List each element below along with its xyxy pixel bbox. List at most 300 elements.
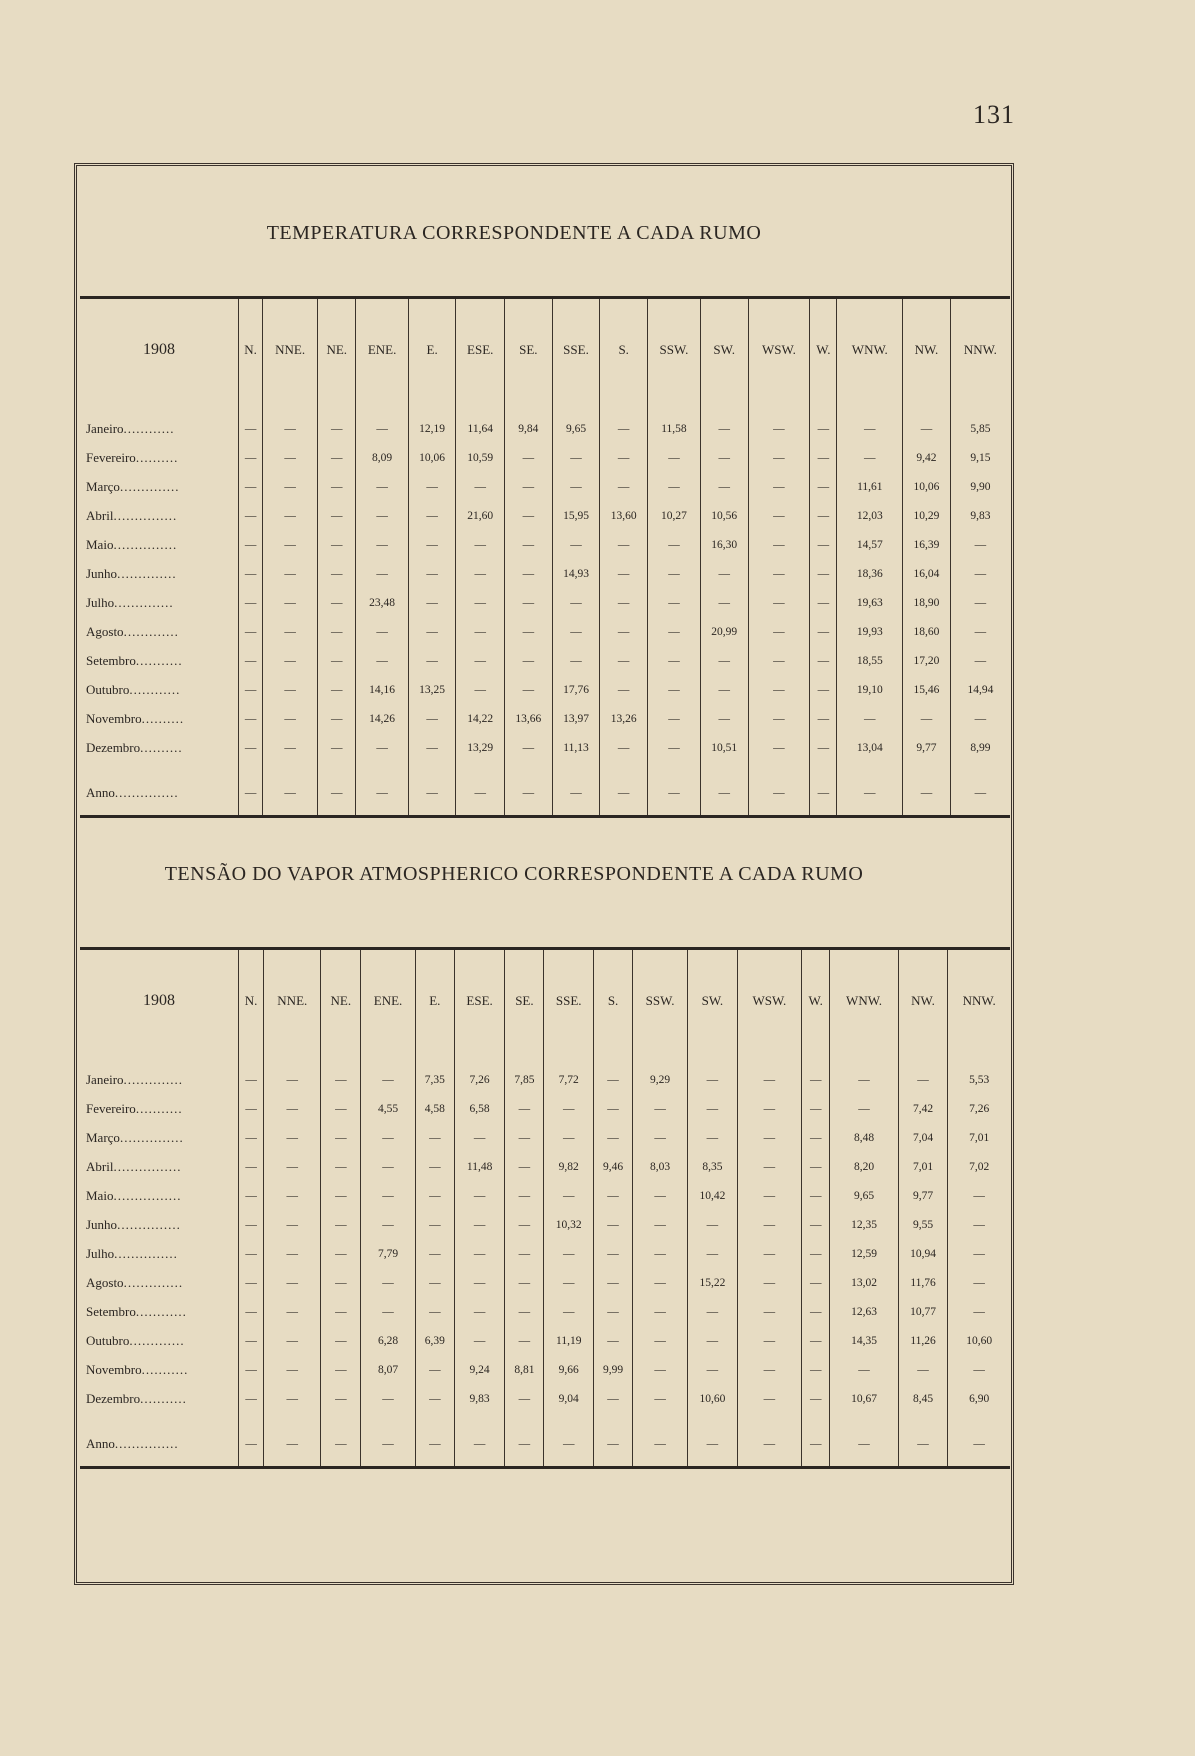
value-cell: — [700,647,748,676]
value-cell: 20,99 [700,618,748,647]
value-cell: — [552,618,600,647]
month-label: Setembro [86,653,136,668]
value-cell: — [239,763,263,817]
value-cell: 10,59 [456,444,505,473]
value-cell: 13,25 [408,676,456,705]
value-cell: 11,26 [898,1327,948,1356]
value-cell: 9,42 [903,444,951,473]
value-cell: 10,60 [948,1327,1010,1356]
value-cell: — [239,473,263,502]
value-cell: — [700,444,748,473]
value-cell: 9,90 [950,473,1010,502]
table-row [80,1095,1010,1124]
table-row [80,705,1010,734]
value-cell: 18,90 [903,589,951,618]
value-cell: — [264,1182,321,1211]
value-cell: — [361,1182,416,1211]
table-row [80,560,1010,589]
value-cell: 10,29 [903,502,951,531]
value-cell: — [239,560,263,589]
value-cell: — [415,1153,454,1182]
value-cell: — [600,444,648,473]
value-cell: 6,28 [361,1327,416,1356]
value-cell: — [415,1240,454,1269]
leader-dots: .............. [119,479,180,494]
value-cell: — [600,676,648,705]
value-cell: 6,39 [415,1327,454,1356]
value-cell: 13,02 [830,1269,898,1298]
value-cell: 7,79 [361,1240,416,1269]
leader-dots: ........... [135,653,183,668]
value-cell: 18,60 [903,618,951,647]
value-cell: — [544,1414,594,1468]
value-cell: — [700,763,748,817]
column-header: WNW. [837,298,903,401]
value-cell: — [737,1153,801,1182]
value-cell: — [688,1240,738,1269]
value-cell: — [415,1414,454,1468]
month-cell [80,1095,239,1124]
value-cell: — [408,502,456,531]
value-cell: — [264,1385,321,1414]
value-cell: — [456,560,505,589]
value-cell: — [688,1356,738,1385]
value-cell: — [321,1052,361,1095]
value-cell: — [552,763,600,817]
value-cell: 8,48 [830,1124,898,1153]
value-cell: 9,82 [544,1153,594,1182]
value-cell: — [633,1240,688,1269]
value-cell: — [239,1298,264,1327]
value-cell: — [239,1124,264,1153]
value-cell: — [456,618,505,647]
table-row [80,618,1010,647]
table-row [80,1269,1010,1298]
value-cell: 15,22 [688,1269,738,1298]
value-cell: 9,99 [594,1356,633,1385]
value-cell: — [264,1269,321,1298]
value-cell: — [505,1211,544,1240]
value-cell: — [688,1095,738,1124]
month-label: Março [86,479,120,494]
value-cell: 12,19 [408,401,456,444]
value-cell: — [688,1211,738,1240]
value-cell: — [594,1327,633,1356]
value-cell: 7,01 [948,1124,1010,1153]
value-cell: — [648,531,701,560]
value-cell: — [454,1182,505,1211]
value-cell: — [263,401,318,444]
value-cell: — [802,1327,830,1356]
value-cell: — [505,1124,544,1153]
value-cell: — [264,1240,321,1269]
month-label: Maio [86,1188,114,1203]
month-cell [80,473,239,502]
value-cell: 7,26 [948,1095,1010,1124]
value-cell: — [700,473,748,502]
value-cell: — [505,1327,544,1356]
value-cell: — [321,1385,361,1414]
value-cell: — [356,473,408,502]
value-cell: — [239,734,263,763]
value-cell: — [802,1095,830,1124]
value-cell: — [415,1385,454,1414]
month-cell [80,1385,239,1414]
table-row [80,531,1010,560]
value-cell: — [594,1385,633,1414]
year-header: 1908 [143,340,175,358]
value-cell: — [263,560,318,589]
value-cell: 9,77 [903,734,951,763]
temperature-header-row [80,298,1010,401]
column-header: N. [239,949,264,1052]
value-cell: 21,60 [456,502,505,531]
value-cell: — [748,473,810,502]
value-cell: — [633,1385,688,1414]
month-cell [80,763,239,817]
value-cell: — [688,1298,738,1327]
month-cell [80,560,239,589]
value-cell: — [648,444,701,473]
leader-dots: ............ [129,682,181,697]
value-cell: — [737,1240,801,1269]
value-cell: — [802,1414,830,1468]
value-cell: — [950,589,1010,618]
value-cell: — [361,1052,416,1095]
value-cell: — [948,1211,1010,1240]
value-cell: 8,99 [950,734,1010,763]
value-cell: 9,65 [552,401,600,444]
value-cell: — [415,1124,454,1153]
value-cell: — [648,618,701,647]
value-cell: — [737,1356,801,1385]
value-cell: 13,97 [552,705,600,734]
value-cell: 12,35 [830,1211,898,1240]
value-cell: — [633,1182,688,1211]
value-cell: — [544,1124,594,1153]
value-cell: 9,29 [633,1052,688,1095]
value-cell: — [361,1153,416,1182]
value-cell: — [898,1052,948,1095]
value-cell: 11,48 [454,1153,505,1182]
value-cell: — [688,1124,738,1153]
table-row [80,647,1010,676]
value-cell: — [950,705,1010,734]
value-cell: — [318,589,356,618]
value-cell: — [318,560,356,589]
value-cell: — [361,1414,416,1468]
value-cell: — [594,1095,633,1124]
value-cell: — [263,618,318,647]
column-header: NE. [321,949,361,1052]
leader-dots: ........... [140,1391,187,1406]
value-cell: — [903,705,951,734]
value-cell: — [505,1385,544,1414]
value-cell: — [633,1124,688,1153]
value-cell: — [748,560,810,589]
year-header: 1908 [143,991,175,1009]
value-cell: — [688,1327,738,1356]
value-cell: — [903,401,951,444]
value-cell: — [648,560,701,589]
value-cell: — [264,1327,321,1356]
value-cell: — [239,1052,264,1095]
value-cell: — [737,1269,801,1298]
value-cell: — [356,401,408,444]
value-cell: — [950,560,1010,589]
value-cell: — [737,1298,801,1327]
value-cell: — [263,502,318,531]
value-cell: 10,06 [408,444,456,473]
value-cell: — [454,1211,505,1240]
value-cell: — [321,1240,361,1269]
value-cell: — [948,1182,1010,1211]
value-cell: 9,15 [950,444,1010,473]
value-cell: — [700,401,748,444]
value-cell: — [544,1182,594,1211]
leader-dots: .......... [140,740,183,755]
column-header: WSW. [748,298,810,401]
value-cell: 14,22 [456,705,505,734]
value-cell: — [633,1269,688,1298]
value-cell: — [600,473,648,502]
month-label: Dezembro [86,740,141,755]
value-cell: — [700,705,748,734]
month-label: Julho [86,1246,115,1261]
value-cell: 18,55 [837,647,903,676]
value-cell: — [321,1153,361,1182]
value-cell: 12,63 [830,1298,898,1327]
value-cell: — [830,1095,898,1124]
temperature-table-body [80,401,1010,817]
column-header: SSW. [648,298,701,401]
column-header: NNE. [264,949,321,1052]
value-cell: 19,93 [837,618,903,647]
table-row [80,473,1010,502]
month-label: Agosto [86,624,124,639]
value-cell: — [505,734,553,763]
value-cell: — [263,444,318,473]
value-cell: — [600,560,648,589]
column-header: SSE. [552,298,600,401]
value-cell: 12,59 [830,1240,898,1269]
value-cell: 10,60 [688,1385,738,1414]
value-cell: — [408,473,456,502]
value-cell: — [239,1414,264,1468]
value-cell: — [810,444,837,473]
value-cell: — [505,1182,544,1211]
value-cell: 9,66 [544,1356,594,1385]
value-cell: — [318,734,356,763]
value-cell: — [552,647,600,676]
month-label: Junho [86,566,118,581]
value-cell: — [356,560,408,589]
value-cell: — [737,1052,801,1095]
month-label: Abril [86,508,114,523]
value-cell: — [505,1095,544,1124]
value-cell: — [456,589,505,618]
value-cell: — [264,1298,321,1327]
value-cell: 10,06 [903,473,951,502]
table-row [80,1153,1010,1182]
value-cell: — [737,1182,801,1211]
value-cell: — [810,734,837,763]
value-cell: — [810,705,837,734]
month-cell [80,1240,239,1269]
value-cell: 8,81 [505,1356,544,1385]
month-cell [80,1124,239,1153]
value-cell: — [688,1414,738,1468]
leader-dots: .......... [135,450,179,465]
value-cell: — [318,647,356,676]
temperature-table [80,296,1010,818]
value-cell: — [318,763,356,817]
value-cell: 16,39 [903,531,951,560]
month-label: Outubro [86,1333,130,1348]
value-cell: — [737,1124,801,1153]
month-label: Janeiro [86,421,124,436]
value-cell: — [408,763,456,817]
table-row [80,1182,1010,1211]
value-cell: — [263,705,318,734]
value-cell: — [633,1298,688,1327]
value-cell: — [648,473,701,502]
value-cell: 8,20 [830,1153,898,1182]
value-cell: — [810,589,837,618]
value-cell: — [505,1240,544,1269]
value-cell: — [594,1211,633,1240]
value-cell: — [239,647,263,676]
value-cell: 7,01 [898,1153,948,1182]
value-cell: — [552,531,600,560]
value-cell: 9,83 [454,1385,505,1414]
vapor-tension-header-row [80,949,1010,1052]
value-cell: — [802,1182,830,1211]
value-cell: — [837,705,903,734]
value-cell: — [321,1298,361,1327]
month-label: Dezembro [86,1391,141,1406]
value-cell: — [408,647,456,676]
value-cell: — [830,1052,898,1095]
month-cell [80,1298,239,1327]
value-cell: — [700,560,748,589]
value-cell: 7,35 [415,1052,454,1095]
value-cell: — [321,1356,361,1385]
value-cell: 9,83 [950,502,1010,531]
value-cell: — [802,1052,830,1095]
month-cell [80,1153,239,1182]
value-cell: — [263,589,318,618]
value-cell: 14,57 [837,531,903,560]
value-cell: — [748,763,810,817]
month-cell [80,1052,239,1095]
value-cell: — [552,589,600,618]
month-label: Agosto [86,1275,124,1290]
leader-dots: ............... [114,1246,178,1261]
value-cell: — [264,1095,321,1124]
value-cell: — [239,502,263,531]
column-header: E. [408,298,456,401]
leader-dots: ............. [123,624,179,639]
value-cell: 10,56 [700,502,748,531]
value-cell: — [950,531,1010,560]
column-header: S. [594,949,633,1052]
value-cell: — [318,618,356,647]
month-cell [80,401,239,444]
value-cell: — [810,618,837,647]
value-cell: — [948,1356,1010,1385]
value-cell: — [544,1298,594,1327]
leader-dots: ............... [113,508,178,523]
value-cell: — [239,1182,264,1211]
leader-dots: ............. [129,1333,185,1348]
table-row [80,676,1010,705]
value-cell: — [454,1269,505,1298]
month-cell [80,1414,239,1468]
value-cell: — [748,705,810,734]
value-cell: — [415,1298,454,1327]
value-cell: 14,93 [552,560,600,589]
column-header: E. [415,949,454,1052]
value-cell: 10,67 [830,1385,898,1414]
value-cell: — [239,705,263,734]
value-cell: 11,61 [837,473,903,502]
value-cell: — [505,444,553,473]
month-label: Fevereiro [86,1101,136,1116]
value-cell: 14,94 [950,676,1010,705]
value-cell: — [688,1052,738,1095]
value-cell: 15,46 [903,676,951,705]
value-cell: — [356,734,408,763]
value-cell: 15,95 [552,502,600,531]
value-cell: 17,76 [552,676,600,705]
value-cell: — [600,647,648,676]
month-label: Novembro [86,711,142,726]
table-row [80,589,1010,618]
value-cell: 7,85 [505,1052,544,1095]
value-cell: — [239,1269,264,1298]
value-cell: — [505,473,553,502]
value-cell: — [802,1211,830,1240]
value-cell: — [810,763,837,817]
value-cell: — [633,1095,688,1124]
value-cell: — [544,1095,594,1124]
month-cell [80,531,239,560]
value-cell: — [837,401,903,444]
value-cell: — [264,1356,321,1385]
value-cell: — [239,1356,264,1385]
month-label: Anno [86,784,115,800]
value-cell: 9,65 [830,1182,898,1211]
month-label: Abril [86,1159,114,1174]
value-cell: — [318,705,356,734]
vapor-tension-table [80,947,1010,1469]
value-cell: 12,03 [837,502,903,531]
value-cell: 10,94 [898,1240,948,1269]
value-cell: — [737,1385,801,1414]
value-cell: — [321,1124,361,1153]
value-cell: 14,26 [356,705,408,734]
leader-dots: ................ [113,1188,182,1203]
value-cell: — [748,531,810,560]
value-cell: — [505,1153,544,1182]
value-cell: — [830,1414,898,1468]
leader-dots: .......... [141,711,185,726]
value-cell: 8,03 [633,1153,688,1182]
leader-dots: .............. [123,1275,184,1290]
value-cell: — [454,1124,505,1153]
value-cell: 13,04 [837,734,903,763]
